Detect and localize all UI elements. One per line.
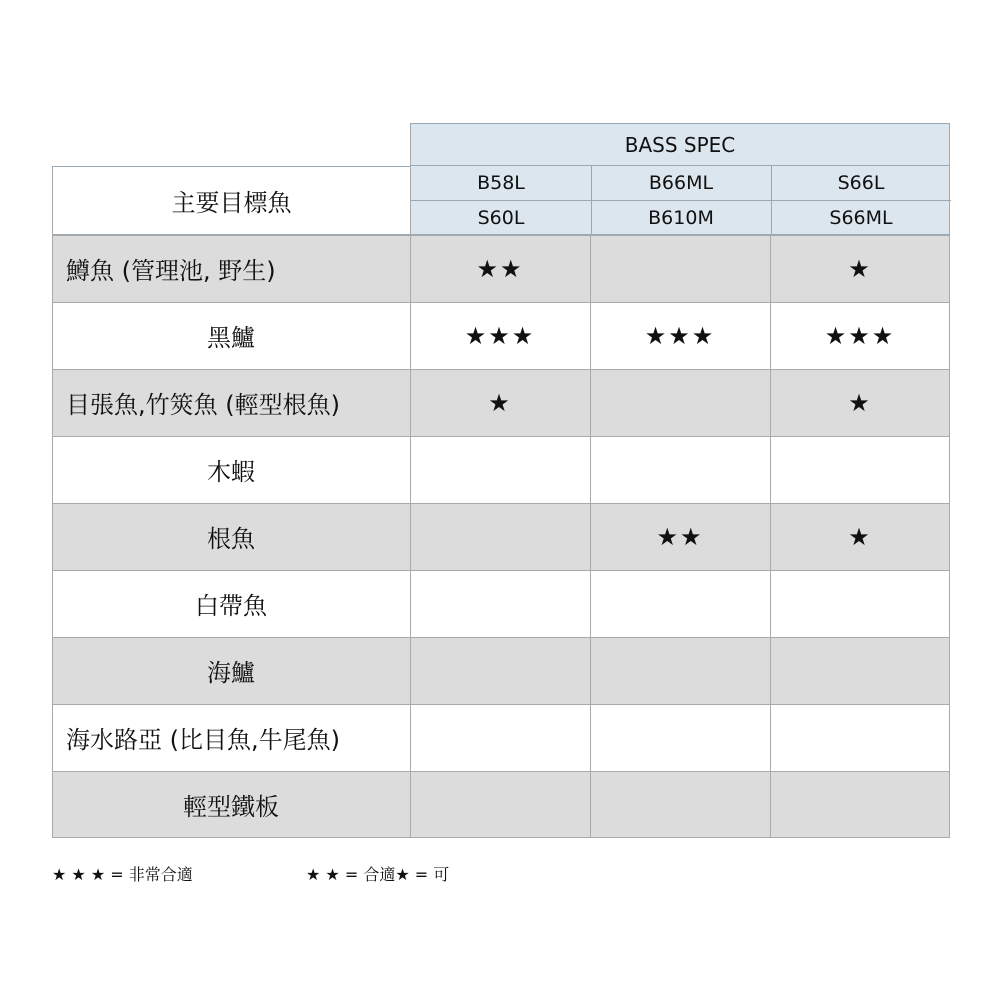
fish-column-header: 主要目標魚 bbox=[52, 166, 410, 235]
fish-name: 鱒魚 (管理池, 野生) bbox=[66, 257, 276, 285]
row-divider bbox=[52, 302, 950, 303]
rating-cell: ★★★ bbox=[824, 321, 896, 350]
column-divider bbox=[410, 123, 411, 838]
rating-cell bbox=[410, 436, 590, 503]
rating-cell: ★★★ bbox=[644, 321, 716, 350]
column-divider bbox=[52, 166, 53, 838]
fish-name: 根魚 bbox=[207, 525, 255, 553]
model-bottom-1: S60L bbox=[411, 200, 591, 235]
model-top-3: S66L bbox=[837, 172, 885, 194]
fish-name: 目張魚,竹筴魚 (輕型根魚) bbox=[66, 391, 340, 419]
fish-name: 輕型鐵板 bbox=[183, 793, 279, 821]
rating-cell: ★ bbox=[488, 388, 512, 417]
rating-cell: ★ bbox=[848, 388, 872, 417]
column-divider bbox=[949, 123, 950, 838]
table-row bbox=[52, 704, 950, 771]
fish-name: 木蝦 bbox=[207, 458, 255, 486]
rating-cell bbox=[590, 235, 770, 302]
row-divider bbox=[52, 704, 950, 705]
table-row bbox=[52, 235, 950, 302]
fish-name: 海水路亞 (比目魚,牛尾魚) bbox=[66, 726, 340, 754]
model-divider bbox=[591, 166, 592, 236]
table-row bbox=[52, 369, 950, 436]
fish-name: 海鱸 bbox=[207, 659, 255, 687]
rating-cell: ★ bbox=[848, 254, 872, 283]
rating-cell bbox=[410, 771, 590, 838]
fish-name: 白帶魚 bbox=[195, 592, 267, 620]
rating-cell bbox=[410, 503, 590, 570]
spec-header bbox=[410, 123, 950, 235]
fish-name: 黑鱸 bbox=[207, 324, 255, 352]
rating-cell bbox=[590, 637, 770, 704]
rating-cell bbox=[770, 704, 950, 771]
rating-cell: ★ bbox=[848, 522, 872, 551]
table-row bbox=[52, 503, 950, 570]
model-top-1: B58L bbox=[477, 172, 525, 194]
column-divider bbox=[770, 235, 771, 838]
table-row bbox=[52, 771, 950, 838]
model-top-2: B66ML bbox=[648, 172, 714, 194]
row-divider bbox=[52, 837, 950, 838]
rating-cell: ★★ bbox=[476, 254, 524, 283]
row-divider bbox=[52, 369, 950, 370]
rating-cell bbox=[590, 570, 770, 637]
rating-cell bbox=[590, 704, 770, 771]
model-bottom-2: B610M bbox=[591, 200, 771, 235]
row-divider bbox=[52, 235, 950, 236]
model-divider bbox=[771, 166, 772, 236]
rating-cell: ★★ bbox=[656, 522, 704, 551]
rating-cell bbox=[590, 771, 770, 838]
rating-cell bbox=[590, 369, 770, 436]
column-divider bbox=[590, 235, 591, 838]
table-row bbox=[52, 570, 950, 637]
row-divider bbox=[52, 637, 950, 638]
rating-cell bbox=[770, 771, 950, 838]
table-row bbox=[52, 436, 950, 503]
model-bottom-3: S66ML bbox=[771, 200, 951, 235]
rating-cell bbox=[770, 570, 950, 637]
rating-cell bbox=[410, 570, 590, 637]
rating-cell bbox=[770, 637, 950, 704]
table-row bbox=[52, 637, 950, 704]
rating-cell bbox=[770, 436, 950, 503]
table-row bbox=[52, 302, 950, 369]
rating-cell bbox=[590, 436, 770, 503]
row-divider bbox=[52, 771, 950, 772]
row-divider bbox=[52, 503, 950, 504]
row-divider bbox=[52, 436, 950, 437]
rating-cell: ★★★ bbox=[464, 321, 536, 350]
spec-title: BASS SPEC bbox=[411, 124, 949, 166]
legend-suitable: ★ ★ = 合適★ = 可 bbox=[306, 865, 450, 884]
row-divider bbox=[52, 570, 950, 571]
rating-cell bbox=[410, 637, 590, 704]
rating-cell bbox=[410, 704, 590, 771]
legend-very-suitable: ★ ★ ★ = 非常合適 bbox=[52, 865, 193, 884]
